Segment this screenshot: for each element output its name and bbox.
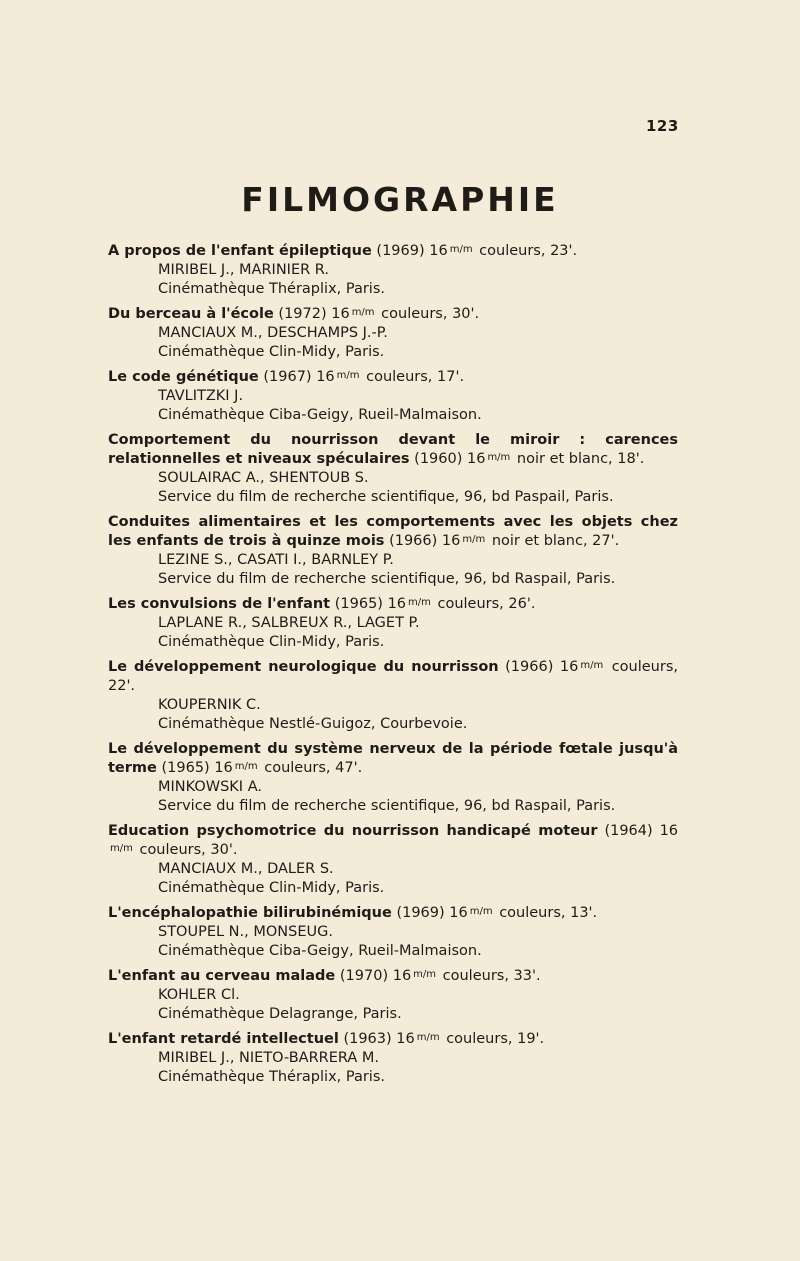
film-unit: m/m (462, 534, 486, 545)
film-title: Conduites alimentaires et les comportements avec les objets chez les enfants de trois à quinze mois (108, 514, 678, 549)
film-specs: couleurs, 47'. (264, 760, 363, 776)
page-number: 123 (646, 117, 679, 135)
film-entry (108, 513, 678, 589)
film-year: (1960) (414, 451, 463, 467)
film-heading (108, 904, 678, 923)
film-format: 16 (392, 968, 412, 984)
film-unit: m/m (351, 307, 375, 318)
film-heading (108, 368, 678, 387)
film-unit: m/m (413, 969, 437, 980)
film-year: (1967) (263, 369, 312, 385)
film-unit: m/m (449, 244, 473, 255)
film-year: (1963) (343, 1031, 392, 1047)
film-title: Education psychomotrice du nourrisson handicapé moteur (108, 823, 598, 839)
film-authors: KOUPERNIK C. (158, 697, 261, 713)
film-source: Cinémathèque Théraplix, Paris. (158, 1069, 386, 1085)
film-specs: couleurs, 26'. (437, 596, 536, 612)
film-heading (108, 1030, 678, 1049)
film-specs: couleurs, 23'. (479, 243, 578, 259)
film-unit: m/m (336, 370, 360, 381)
film-format: 16 (387, 596, 407, 612)
film-year: (1964) (604, 823, 653, 839)
film-year: (1965) (161, 760, 210, 776)
film-format: 16 (396, 1031, 415, 1047)
film-format: 16 (466, 451, 486, 467)
film-specs: noir et blanc, 27'. (491, 533, 620, 549)
film-source: Cinémathèque Ciba-Geigy, Rueil-Malmaison. (158, 407, 482, 423)
film-specs: couleurs, 17'. (366, 369, 465, 385)
film-authors: LEZINE S., CASATI I., BARNLEY P. (158, 552, 394, 568)
film-heading (108, 431, 678, 469)
film-year: (1969) (376, 243, 425, 259)
film-format: 16 (214, 760, 233, 776)
film-format: 16 (559, 659, 579, 675)
film-authors: MANCIAUX M., DALER S. (158, 861, 334, 877)
film-title: L'enfant retardé intellectuel (108, 1031, 339, 1047)
film-authors: MINKOWSKI A. (158, 779, 262, 795)
film-entry (108, 658, 678, 734)
film-title: Comportement du nourrisson devant le miroir : carences relationnelles et niveaux spéculaires (108, 432, 678, 467)
film-authors: SOULAIRAC A., SHENTOUB S. (158, 470, 369, 486)
film-source: Cinémathèque Nestlé-Guigoz, Courbevoie. (158, 716, 468, 732)
film-heading (108, 242, 678, 261)
film-entry (108, 595, 678, 652)
film-year: (1969) (396, 905, 445, 921)
film-year: (1970) (339, 968, 389, 984)
film-source: Cinémathèque Clin-Midy, Paris. (158, 634, 385, 650)
film-source: Cinémathèque Clin-Midy, Paris. (158, 344, 385, 360)
film-specs: couleurs, 30'. (139, 842, 238, 858)
film-unit: m/m (234, 761, 258, 772)
film-entry (108, 822, 678, 898)
filmography-list (108, 242, 678, 1093)
film-year: (1965) (334, 596, 383, 612)
film-year: (1966) (389, 533, 438, 549)
film-unit: m/m (416, 1032, 440, 1043)
film-title: L'enfant au cerveau malade (108, 968, 336, 984)
film-title: Le code génétique (108, 369, 259, 385)
film-format: 16 (316, 369, 335, 385)
film-title: Les convulsions de l'enfant (108, 596, 331, 612)
film-heading (108, 740, 678, 778)
film-specs: couleurs, 33'. (442, 968, 541, 984)
film-unit: m/m (580, 660, 604, 671)
film-entry (108, 967, 678, 1024)
film-title: A propos de l'enfant épileptique (108, 243, 372, 259)
film-heading (108, 822, 678, 860)
film-source: Cinémathèque Théraplix, Paris. (158, 281, 386, 297)
film-unit: m/m (469, 906, 493, 917)
film-entry (108, 740, 678, 816)
film-title: Le développement neurologique du nourrisson (108, 659, 499, 675)
film-specs: couleurs, 13'. (499, 905, 598, 921)
film-source: Cinémathèque Delagrange, Paris. (158, 1006, 402, 1022)
film-entry (108, 431, 678, 507)
film-heading (108, 967, 678, 986)
film-format: 16 (331, 306, 350, 322)
film-unit: m/m (487, 452, 511, 463)
film-specs: couleurs, 22'. (108, 659, 679, 694)
film-authors: MIRIBEL J., NIETO-BARRERA M. (158, 1050, 380, 1066)
film-entry (108, 242, 678, 299)
film-source: Cinémathèque Clin-Midy, Paris. (158, 880, 385, 896)
film-authors: MANCIAUX M., DESCHAMPS J.-P. (158, 325, 388, 341)
film-year: (1972) (278, 306, 327, 322)
film-entry (108, 904, 678, 961)
film-authors: LAPLANE R., SALBREUX R., LAGET P. (158, 615, 420, 631)
film-format: 16 (429, 243, 448, 259)
film-specs: couleurs, 19'. (446, 1031, 545, 1047)
film-entry (108, 1030, 678, 1087)
film-title: Du berceau à l'école (108, 306, 274, 322)
film-entry (108, 305, 678, 362)
film-heading (108, 513, 678, 551)
film-unit: m/m (110, 843, 133, 854)
film-source: Service du film de recherche scientifique, 96, bd Raspail, Paris. (158, 798, 616, 814)
film-heading (108, 658, 678, 696)
film-specs: noir et blanc, 18'. (516, 451, 645, 467)
film-format: 16 (659, 823, 679, 839)
film-authors: TAVLITZKI J. (158, 388, 244, 404)
film-title: L'encéphalopathie bilirubinémique (108, 905, 392, 921)
film-title: Le développement du système nerveux de la période fœtale jusqu'à terme (108, 741, 678, 776)
film-source: Service du film de recherche scientifique, 96, bd Paspail, Paris. (158, 489, 614, 505)
film-authors: STOUPEL N., MONSEUG. (158, 924, 333, 940)
film-heading (108, 595, 678, 614)
film-specs: couleurs, 30'. (381, 306, 480, 322)
film-heading (108, 305, 678, 324)
film-format: 16 (449, 905, 468, 921)
film-entry (108, 368, 678, 425)
film-source: Service du film de recherche scientifique, 96, bd Raspail, Paris. (158, 571, 616, 587)
page-title: FILMOGRAPHIE (241, 180, 559, 219)
film-source: Cinémathèque Ciba-Geigy, Rueil-Malmaison. (158, 943, 482, 959)
film-authors: MIRIBEL J., MARINIER R. (158, 262, 329, 278)
film-unit: m/m (408, 597, 431, 608)
film-year: (1966) (505, 659, 554, 675)
film-authors: KOHLER Cl. (158, 987, 240, 1003)
film-format: 16 (441, 533, 461, 549)
